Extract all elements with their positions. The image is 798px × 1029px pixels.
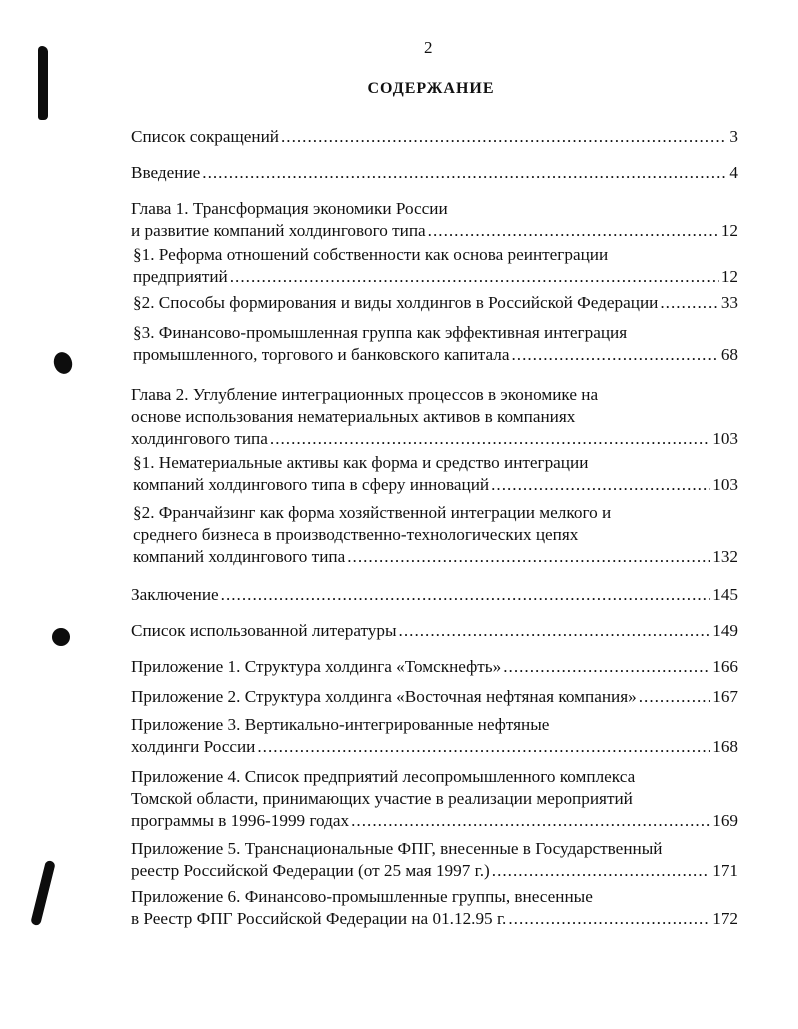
toc-entry-chapter-2[interactable]	[131, 384, 738, 450]
toc-page-number: 12	[720, 267, 738, 286]
toc-entry-text: Приложение 5. Транснациональные ФПГ, внесенные в Государственный	[131, 839, 663, 858]
toc-entry-appendix-1[interactable]	[131, 656, 738, 678]
toc-entry-text: Список сокращений	[131, 127, 279, 146]
toc-entry-text: §2. Способы формирования и виды холдингов в Российской Федерации	[133, 293, 659, 312]
toc-entry-text: основе использования нематериальных активов в компаниях	[131, 407, 576, 426]
dot-leader	[503, 656, 710, 678]
toc-last-line	[131, 656, 738, 678]
toc-entry-chapter-1[interactable]	[131, 198, 738, 242]
toc-page-number: 3	[729, 127, 738, 146]
toc-entry-appendix-3[interactable]	[131, 714, 738, 758]
toc-entry-text: §3. Финансово-промышленная группа как эффективная интеграция	[133, 323, 628, 342]
toc-entry-text: §2. Франчайзинг как форма хозяйственной интеграции мелкого и	[133, 503, 612, 522]
toc-entry-appendix-4[interactable]	[131, 766, 738, 832]
dot-leader	[221, 584, 711, 606]
toc-last-line	[131, 860, 738, 882]
toc-entry-text: промышленного, торгового и банковского капитала	[133, 345, 510, 364]
scan-mark	[52, 628, 70, 646]
dot-leader	[257, 736, 710, 758]
toc-last-line	[131, 220, 738, 242]
toc-last-line	[131, 428, 738, 450]
toc-page-number: 169	[712, 811, 738, 830]
toc-page-number: 68	[720, 345, 738, 364]
dot-leader	[281, 126, 727, 148]
dot-leader	[660, 292, 718, 314]
dot-leader	[347, 546, 710, 568]
toc-entry-text: §1. Нематериальные активы как форма и средство интеграции	[133, 453, 589, 472]
toc-entry-text: Приложение 6. Финансово-промышленные группы, внесенные	[131, 887, 593, 906]
toc-entry-text: в Реестр ФПГ Российской Федерации на 01.12.95 г.	[131, 909, 507, 928]
toc-page-number: 4	[729, 163, 738, 182]
scan-mark	[30, 860, 56, 926]
toc-page-number: 172	[712, 909, 738, 928]
dot-leader	[639, 686, 710, 708]
toc-last-line	[131, 162, 738, 184]
page-number: 2	[424, 38, 433, 57]
toc-entry-conclusion[interactable]	[131, 584, 738, 606]
toc-entry-text: §1. Реформа отношений собственности как основа реинтеграции	[133, 245, 609, 264]
toc-last-line	[133, 474, 738, 496]
dot-leader	[508, 908, 710, 930]
dot-leader	[491, 474, 710, 496]
toc-entry-text: Введение	[131, 163, 201, 182]
toc-entry-appendix-5[interactable]	[131, 838, 738, 882]
toc-entry-text: Томской области, принимающих участие в реализации мероприятий	[131, 789, 633, 808]
dot-leader	[511, 344, 718, 366]
dot-leader	[399, 620, 711, 642]
dot-leader	[270, 428, 710, 450]
toc-entry-abbreviations[interactable]	[131, 126, 738, 148]
toc-entry-introduction[interactable]	[131, 162, 738, 184]
toc-entry-text: Приложение 1. Структура холдинга «Томскнефть»	[131, 657, 502, 676]
toc-entry-bibliography[interactable]	[131, 620, 738, 642]
scan-mark	[38, 46, 48, 120]
toc-last-line	[131, 736, 738, 758]
toc-entry-chapter-2-section-1[interactable]	[133, 452, 738, 496]
toc-page-number: 168	[712, 737, 738, 756]
toc-page-number: 33	[720, 293, 738, 312]
toc-entry-text: Заключение	[131, 585, 219, 604]
toc-entry-text: Список использованной литературы	[131, 621, 397, 640]
toc-entry-text: компаний холдингового типа	[133, 547, 346, 566]
toc-last-line	[133, 292, 738, 314]
toc-last-line	[131, 584, 738, 606]
toc-last-line	[131, 686, 738, 708]
toc-entry-text: холдингового типа	[131, 429, 268, 448]
scan-mark	[51, 350, 75, 376]
toc-entry-text: холдинги России	[131, 737, 256, 756]
toc-entry-text: Приложение 2. Структура холдинга «Восточная нефтяная компания»	[131, 687, 637, 706]
toc-last-line	[133, 344, 738, 366]
toc-entry-chapter-1-section-2[interactable]	[133, 292, 738, 314]
toc-last-line	[131, 126, 738, 148]
toc-entry-text: и развитие компаний холдингового типа	[131, 221, 426, 240]
toc-entry-text: Приложение 4. Список предприятий лесопромышленного комплекса	[131, 767, 636, 786]
toc-entry-text: Приложение 3. Вертикально-интегрированные нефтяные	[131, 715, 550, 734]
toc-entry-chapter-1-section-1[interactable]	[133, 244, 738, 288]
toc-page-number: 103	[712, 429, 738, 448]
toc-entry-text: программы в 1996-1999 годах	[131, 811, 350, 830]
toc-entry-text: реестр Российской Федерации (от 25 мая 1997 г.)	[131, 861, 490, 880]
toc-entry-text: предприятий	[133, 267, 228, 286]
toc-entry-text: компаний холдингового типа в сферу инноваций	[133, 475, 490, 494]
toc-entry-appendix-2[interactable]	[131, 686, 738, 708]
toc-page-number: 145	[712, 585, 738, 604]
toc-last-line	[133, 546, 738, 568]
dot-leader	[230, 266, 719, 288]
toc-page-number: 149	[712, 621, 738, 640]
dot-leader	[492, 860, 710, 882]
toc-page-number: 132	[712, 547, 738, 566]
toc-last-line	[131, 810, 738, 832]
toc-last-line	[133, 266, 738, 288]
dot-leader	[428, 220, 719, 242]
toc-page-number: 166	[712, 657, 738, 676]
toc-entry-text: среднего бизнеса в производственно-технологических цепях	[133, 525, 579, 544]
toc-page-number: 167	[712, 687, 738, 706]
toc-page-number: 103	[712, 475, 738, 494]
toc-last-line	[131, 620, 738, 642]
toc-entry-appendix-6[interactable]	[131, 886, 738, 930]
page-title: СОДЕРЖАНИЕ	[367, 80, 495, 97]
dot-leader	[351, 810, 710, 832]
dot-leader	[202, 162, 727, 184]
toc-entry-chapter-1-section-3[interactable]	[133, 322, 738, 366]
toc-entry-text: Глава 1. Трансформация экономики России	[131, 199, 448, 218]
toc-entry-chapter-2-section-2[interactable]	[133, 502, 738, 568]
toc-page-number: 171	[712, 861, 738, 880]
toc-page-number: 12	[720, 221, 738, 240]
toc-entry-text: Глава 2. Углубление интеграционных процессов в экономике на	[131, 385, 599, 404]
toc-last-line	[131, 908, 738, 930]
